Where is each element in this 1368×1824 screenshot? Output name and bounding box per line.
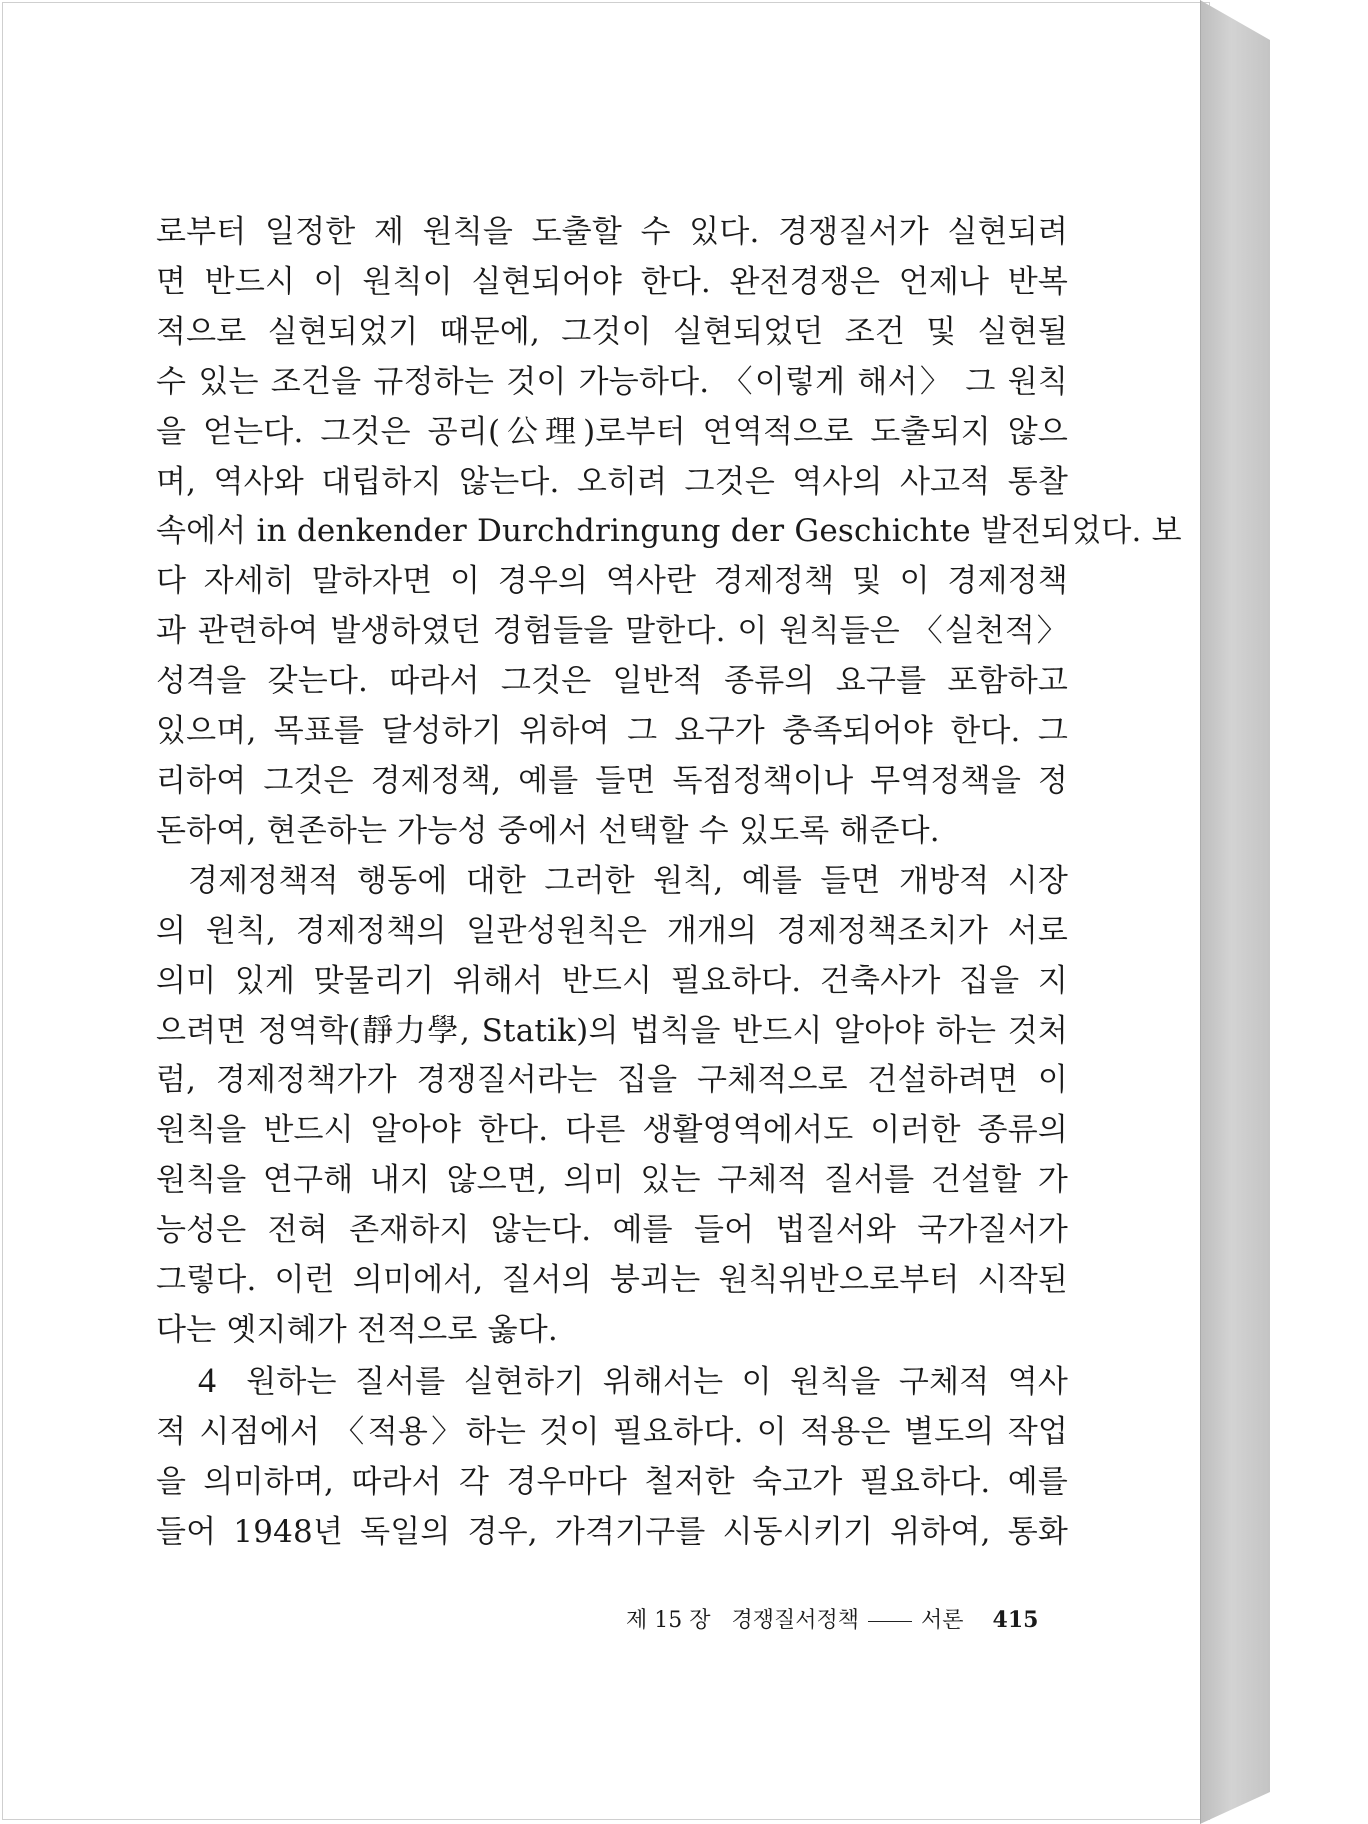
text-line-section: [156, 1356, 1068, 1408]
text-line: 의 원칙, 경제정책의 일관성원칙은 개개의 경제정책조치가 서로: [156, 912, 1068, 949]
text-line: 성격을 갖는다. 따라서 그것은 일반적 종류의 요구를 포함하고: [156, 663, 1068, 700]
text-line: 속에서 in denkender Durchdringung der Geschichte 발전되었다. 보: [156, 513, 1182, 550]
text-line: 들어 1948년 독일의 경우, 가격기구를 시동시키기 위하여, 통화: [156, 1513, 1068, 1550]
section-number: 4: [198, 1359, 217, 1400]
text-line: 다는 옛지혜가 전적으로 옳다.: [156, 1311, 558, 1348]
text-line: 능성은 전혀 존재하지 않는다. 예를 들어 법질서와 국가질서가: [156, 1212, 1068, 1249]
text-line: 과 관련하여 발생하였던 경험들을 말한다. 이 원칙들은 〈실천적〉: [156, 613, 1068, 650]
footer-title: 경쟁질서정책: [731, 1608, 860, 1633]
text-line: 으려면 정역학(靜力學, Statik)의 법칙을 반드시 알아야 하는 것처: [156, 1012, 1068, 1049]
page-number: 415: [992, 1607, 1039, 1633]
text-line: 원칙을 반드시 알아야 한다. 다른 생활영역에서도 이러한 종류의: [156, 1112, 1068, 1149]
text-line: 을 얻는다. 그것은 공리(公理)로부터 연역적으로 도출되지 않으: [156, 413, 1068, 450]
body-text: [156, 208, 1182, 1557]
text-line-indented: [156, 857, 1068, 907]
text-line: 럼, 경제정책가가 경쟁질서라는 집을 구체적으로 건설하려면 이: [156, 1062, 1068, 1099]
text-line: 면 반드시 이 원칙이 실현되어야 한다. 완전경쟁은 언제나 반복: [156, 263, 1068, 300]
text-line: 며, 역사와 대립하지 않는다. 오히려 그것은 역사의 사고적 통찰: [156, 463, 1068, 500]
text-line: 돈하여, 현존하는 가능성 중에서 선택할 수 있도록 해준다.: [156, 812, 940, 849]
text-line: 수 있는 조건을 규정하는 것이 가능하다. 〈이렇게 해서〉 그 원칙: [156, 363, 1068, 400]
text-line: 을 의미하며, 따라서 각 경우마다 철저한 숙고가 필요하다. 예를: [156, 1463, 1068, 1500]
text-line-content: 원하는 질서를 실현하기 위해서는 이 원칙을 구체적 역사: [246, 1363, 1068, 1400]
text-line: 의미 있게 맞물리기 위해서 반드시 필요하다. 건축사가 집을 지: [156, 962, 1068, 999]
footer-subtitle: 서론: [921, 1608, 964, 1633]
text-line: 적 시점에서 〈적용〉하는 것이 필요하다. 이 적용은 별도의 작업: [156, 1413, 1068, 1450]
text-line: 원칙을 연구해 내지 않으면, 의미 있는 구체적 질서를 건설할 가: [156, 1162, 1068, 1199]
footer-dash: [868, 1621, 912, 1622]
text-line: 그렇다. 이런 의미에서, 질서의 붕괴는 원칙위반으로부터 시작된: [156, 1262, 1068, 1299]
text-line: 있으며, 목표를 달성하기 위하여 그 요구가 충족되어야 한다. 그: [156, 713, 1068, 750]
running-footer: [626, 1603, 1046, 1634]
text-line: 다 자세히 말하자면 이 경우의 역사란 경제정책 및 이 경제정책: [156, 563, 1068, 600]
text-line: 로부터 일정한 제 원칙을 도출할 수 있다. 경쟁질서가 실현되려: [156, 214, 1068, 250]
footer-chapter: 제 15 장: [626, 1608, 711, 1633]
text-line: 적으로 실현되었기 때문에, 그것이 실현되었던 조건 및 실현될: [156, 313, 1068, 350]
text-line: 리하여 그것은 경제정책, 예를 들면 독점정책이나 무역정책을 정: [156, 762, 1068, 799]
text-line-content: 경제정책적 행동에 대한 그러한 원칙, 예를 들면 개방적 시장: [188, 862, 1068, 899]
page-edge-shadow: [1200, 0, 1270, 1824]
